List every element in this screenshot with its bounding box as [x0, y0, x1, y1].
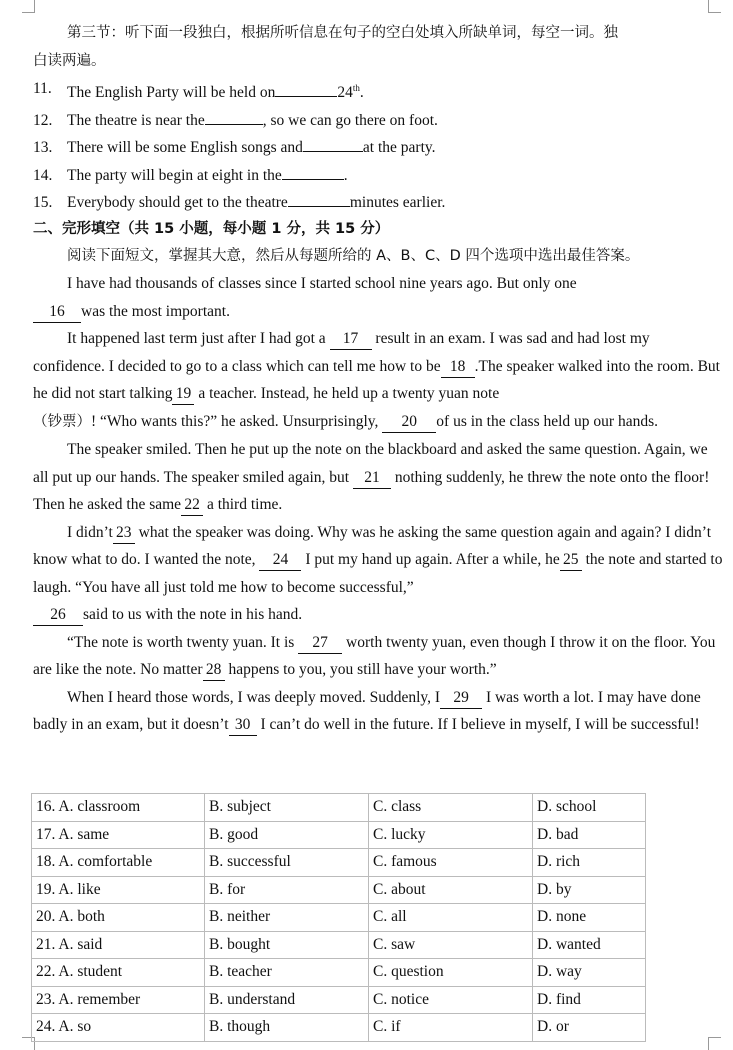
blank-22[interactable]: 22 [181, 495, 203, 516]
option-cell[interactable]: D. way [533, 959, 646, 987]
question-14 [33, 162, 723, 190]
options-row [32, 794, 646, 822]
ordinal-suffix: th [352, 83, 360, 93]
question-text: There will be some English songs and [67, 139, 303, 157]
options-row [32, 959, 646, 987]
page-content [33, 20, 723, 739]
passage-text: It happened last term just after I had got a [67, 330, 330, 348]
passage-text: I can’t do well in the future. If I believe in myself, I will be successful! [256, 716, 700, 734]
blank-17[interactable]: 17 [330, 329, 372, 350]
option-cell[interactable]: D. school [533, 794, 646, 822]
passage-text: The speaker smiled. Then he put up the note on the blackboard and asked the same question. Again, we all put up our hands. The speaker smiled again, but [33, 441, 708, 486]
blank-29[interactable]: 29 [440, 688, 482, 709]
blank-18[interactable]: 18 [441, 357, 475, 378]
options-row [32, 876, 646, 904]
passage-text: ! “Who wants this?” he asked. Unsurprisingly, [91, 412, 383, 430]
section3-instruction [33, 20, 723, 48]
passage-text: a third time. [206, 496, 283, 514]
question-text: , so we can go there on foot. [262, 111, 438, 129]
option-cell[interactable]: 19. A. like [32, 876, 205, 904]
option-cell[interactable]: 17. A. same [32, 821, 205, 849]
options-table [31, 793, 646, 1042]
answer-blank[interactable] [288, 206, 350, 207]
option-cell[interactable]: B. good [205, 821, 369, 849]
options-row [32, 849, 646, 877]
passage-text: happens to you, you still have your worth.” [228, 661, 497, 679]
option-cell[interactable]: D. wanted [533, 931, 646, 959]
passage-text: of us in the class held up our hands. [436, 412, 658, 430]
question-number: 12. [33, 111, 53, 129]
option-cell[interactable]: C. lucky [369, 821, 533, 849]
question-text: . [343, 166, 348, 184]
page-corner-mark [708, 0, 721, 13]
question-number: 11. [33, 80, 52, 97]
option-cell[interactable]: 16. A. classroom [32, 794, 205, 822]
blank-30[interactable]: 30 [229, 715, 257, 736]
question-15 [33, 189, 723, 217]
passage-text: I didn’t [67, 523, 113, 541]
options-row [32, 904, 646, 932]
blank-21[interactable]: 21 [353, 468, 391, 489]
passage-text: I was worth a lot. I may have done badly in an exam, but it doesn’t [33, 688, 701, 734]
passage-paragraph-1-cont [33, 298, 723, 326]
option-cell[interactable]: B. though [205, 1014, 369, 1042]
option-cell[interactable]: D. by [533, 876, 646, 904]
question-11 [33, 75, 723, 107]
instruction-line: 白读两遍。 [33, 52, 106, 69]
option-cell[interactable]: D. find [533, 986, 646, 1014]
question-number: 14. [33, 166, 53, 184]
part2-heading: 二、完形填空（共 15 小题，每小题 1 分，共 15 分） [33, 220, 390, 237]
page-corner-mark [708, 1037, 721, 1050]
option-cell[interactable]: D. bad [533, 821, 646, 849]
question-text: 24 [337, 84, 353, 102]
option-cell[interactable]: 22. A. student [32, 959, 205, 987]
section3-instruction-cont [33, 48, 723, 76]
question-text: at the party. [362, 139, 436, 157]
answer-blank[interactable] [275, 96, 337, 97]
option-cell[interactable]: B. teacher [205, 959, 369, 987]
passage-text: said to us with the note in his hand. [83, 606, 303, 624]
instruction-line: 第三节：听下面一段独白，根据所听信息在句子的空白处填入所缺单词，每空一词。独 [67, 25, 618, 41]
question-13 [33, 134, 723, 162]
blank-20[interactable]: 20 [382, 412, 436, 433]
question-number: 15. [33, 194, 53, 212]
option-cell[interactable]: D. or [533, 1014, 646, 1042]
question-text: . [359, 84, 364, 102]
passage-text: （钞票） [33, 413, 91, 430]
blank-19[interactable]: 19 [172, 384, 194, 405]
option-cell[interactable]: D. none [533, 904, 646, 932]
question-text: The English Party will be held on [67, 84, 276, 102]
option-cell[interactable]: 23. A. remember [32, 986, 205, 1014]
option-cell[interactable]: B. subject [205, 794, 369, 822]
passage-text: I have had thousands of classes since I started school nine years ago. But only one [67, 275, 577, 293]
passage-paragraph-3 [33, 436, 723, 519]
answer-blank[interactable] [282, 179, 344, 180]
option-cell[interactable]: C. class [369, 794, 533, 822]
option-cell[interactable]: D. rich [533, 849, 646, 877]
question-text: The theatre is near the [67, 111, 205, 129]
option-cell[interactable]: C. all [369, 904, 533, 932]
option-cell[interactable]: B. successful [205, 849, 369, 877]
passage-text: what the speaker was doing. Why was he asking the same question again and again? I didn’t know what to do. I wanted the note, [33, 523, 711, 569]
blank-28[interactable]: 28 [203, 660, 225, 681]
blank-24[interactable]: 24 [259, 550, 301, 571]
option-cell[interactable]: C. about [369, 876, 533, 904]
question-12 [33, 107, 723, 135]
options-row [32, 986, 646, 1014]
option-cell[interactable]: 21. A. said [32, 931, 205, 959]
option-cell[interactable]: C. famous [369, 849, 533, 877]
question-text: The party will begin at eight in the [67, 166, 282, 184]
passage-text: result in an exam. I was sad and had lost my confidence. I decided to go to a class which can tell me how to be [33, 330, 650, 375]
passage-text: was the most important. [81, 302, 230, 320]
option-cell[interactable]: 18. A. comfortable [32, 849, 205, 877]
passage-paragraph-2 [33, 325, 723, 436]
page-corner-mark [22, 0, 35, 13]
blank-23[interactable]: 23 [113, 523, 135, 544]
option-cell[interactable]: C. saw [369, 931, 533, 959]
passage-text: worth twenty yuan, even though I throw it on the floor. You are like the note. No matter [33, 633, 716, 679]
passage-text: When I heard those words, I was deeply moved. Suddenly, I [67, 688, 441, 706]
blank-26[interactable]: 26 [33, 605, 83, 626]
option-cell[interactable]: 20. A. both [32, 904, 205, 932]
options-row [32, 931, 646, 959]
options-row [32, 1014, 646, 1042]
option-cell[interactable]: B. neither [205, 904, 369, 932]
part2-instruction: 阅读下面短文，掌握其大意，然后从每题所给的 A、B、C、D 四个选项中选出最佳答案。 [67, 247, 640, 264]
blank-25[interactable]: 25 [560, 550, 582, 571]
answer-blank[interactable] [303, 151, 363, 152]
passage-text: I put my hand up again. After a while, he [301, 551, 560, 569]
passage-text: the note and started to laugh. “You have all just told me how to become successful,” [33, 551, 723, 596]
option-cell[interactable]: B. understand [205, 986, 369, 1014]
option-cell[interactable]: B. bought [205, 931, 369, 959]
passage-paragraph-5 [33, 629, 723, 684]
blank-16[interactable]: 16 [33, 302, 81, 323]
options-row [32, 821, 646, 849]
passage-text: .The speaker walked into the room. But he did not start talking [33, 357, 720, 403]
option-cell[interactable]: B. for [205, 876, 369, 904]
option-cell[interactable]: C. question [369, 959, 533, 987]
passage-paragraph-4 [33, 519, 723, 629]
answer-blank[interactable] [205, 124, 263, 125]
blank-27[interactable]: 27 [298, 633, 342, 654]
option-cell[interactable]: 24. A. so [32, 1014, 205, 1042]
option-cell[interactable]: C. if [369, 1014, 533, 1042]
passage-paragraph-6 [33, 684, 723, 739]
passage-paragraph-1 [33, 270, 723, 298]
question-text: minutes earlier. [349, 194, 446, 212]
passage-text: a teacher. Instead, he held up a twenty yuan note [198, 385, 500, 403]
question-number: 13. [33, 139, 53, 157]
passage-text: nothing suddenly, he threw the note onto the floor! Then he asked the same [33, 468, 710, 514]
passage-text: “The note is worth twenty yuan. It is [67, 633, 299, 651]
option-cell[interactable]: C. notice [369, 986, 533, 1014]
question-text: Everybody should get to the theatre [67, 194, 288, 212]
